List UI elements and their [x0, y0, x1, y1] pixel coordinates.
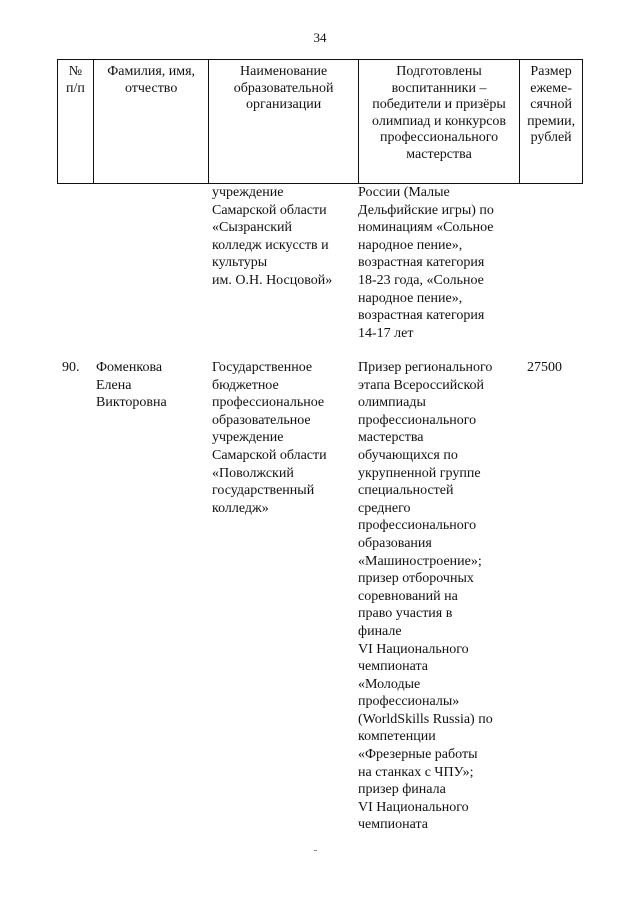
header-bonus-line: премии,	[527, 113, 576, 129]
org-line: бюджетное	[212, 377, 279, 393]
prepared-line: VI Национального	[358, 641, 469, 657]
header-prepared-line: победители и призёры	[372, 97, 506, 112]
org-line: им. О.Н. Носцовой»	[212, 272, 333, 288]
org-line: культуры	[212, 255, 268, 271]
page-number: 34	[313, 30, 327, 45]
header-prepared-line: мастерства	[406, 146, 472, 162]
org-line: учреждение	[212, 430, 284, 446]
prepared-line: народное пение»,	[358, 290, 463, 306]
org-line: колледж искусств и	[212, 237, 329, 253]
prepared-line: 18-23 года, «Сольное	[358, 272, 484, 288]
header-organization	[209, 60, 358, 183]
prepared-line: России (Малые	[358, 185, 450, 200]
prepared-line: возрастная категория	[358, 255, 485, 271]
header-bonus-size	[520, 60, 582, 183]
prepared-line: 14-17 лет	[358, 325, 414, 341]
org-line: «Сызранский	[212, 220, 292, 236]
prepared-line: чемпионата	[358, 659, 428, 675]
prepared-line: обучающихся по	[358, 447, 458, 463]
continuation-organization	[212, 184, 332, 290]
header-organization-line: образовательной	[233, 80, 334, 96]
row-bonus-amount: 27500	[527, 360, 562, 375]
prepared-line: Призер регионального	[358, 360, 493, 375]
header-full-name-line: Фамилия, имя,	[107, 64, 196, 79]
org-line: образовательное	[212, 412, 311, 428]
org-line: колледж»	[212, 500, 269, 516]
header-number	[58, 60, 94, 183]
prepared-line: Дельфийские игры) по	[358, 202, 494, 218]
prepared-line: профессионалы»	[358, 694, 460, 710]
header-bonus-line: сячной	[530, 97, 572, 112]
prepared-line: укрупненной группе	[358, 465, 481, 481]
header-bonus-line: ежеме-	[530, 80, 572, 96]
org-line: Государственное	[212, 360, 313, 375]
prepared-line: мастерства	[358, 430, 424, 446]
org-line: профессиональное	[212, 395, 325, 411]
org-line: Самарской области	[212, 447, 327, 463]
prepared-line: этапа Всероссийской	[358, 377, 485, 393]
prepared-line: номинациям «Сольное	[358, 220, 494, 236]
row-number: 90.	[62, 360, 80, 375]
header-number-line: п/п	[65, 80, 85, 96]
scan-speck	[314, 850, 317, 851]
name-line: Викторовна	[96, 395, 167, 411]
prepared-line: профессионального	[358, 412, 477, 428]
row-full-name	[96, 359, 167, 412]
header-bonus-line: рублей	[530, 130, 572, 145]
prepared-line: «Молодые	[358, 676, 421, 692]
org-line: учреждение	[212, 185, 284, 200]
prepared-line: образования	[358, 535, 432, 551]
continuation-prepared-students	[358, 184, 494, 342]
name-line: Фоменкова	[96, 360, 163, 375]
prepared-line: соревнований на	[358, 588, 458, 604]
header-prepared-students	[359, 60, 520, 183]
header-organization-line: Наименование	[240, 64, 328, 79]
row-prepared-students	[358, 359, 493, 834]
header-full-name-line: отчество	[124, 80, 178, 96]
prepared-line: «Машиностроение»;	[358, 553, 482, 569]
prepared-line: (WorldSkills Russia) по	[358, 711, 493, 727]
prepared-line: «Фрезерные работы	[358, 747, 478, 763]
prepared-line: возрастная категория	[358, 308, 485, 324]
prepared-line: VI Национального	[358, 799, 469, 815]
header-organization-line: организации	[246, 97, 322, 112]
prepared-line: среднего	[358, 500, 411, 516]
row-organization	[212, 359, 327, 517]
prepared-line: на станках с ЧПУ»;	[358, 764, 474, 780]
header-prepared-line: профессионального	[379, 130, 499, 145]
org-line: «Поволжский	[212, 465, 294, 481]
header-bonus-line: Размер	[530, 64, 572, 79]
prepared-line: специальностей	[358, 483, 454, 499]
header-prepared-line: олимпиад и конкурсов	[372, 113, 507, 129]
header-prepared-line: воспитанники –	[391, 80, 487, 96]
prepared-line: право участия в	[358, 606, 453, 622]
name-line: Елена	[96, 377, 132, 393]
header-number-line: №	[68, 64, 83, 79]
header-prepared-line: Подготовлены	[396, 64, 482, 79]
header-full-name	[94, 60, 210, 183]
prepared-line: народное пение»,	[358, 237, 463, 253]
prepared-line: призер финала	[358, 782, 446, 798]
prepared-line: профессионального	[358, 518, 477, 534]
prepared-line: финале	[358, 623, 402, 639]
prepared-line: призер отборочных	[358, 571, 474, 587]
prepared-line: компетенции	[358, 729, 436, 745]
prepared-line: олимпиады	[358, 395, 426, 411]
table-header	[57, 59, 583, 184]
prepared-line: чемпионата	[358, 817, 428, 833]
org-line: государственный	[212, 483, 315, 499]
org-line: Самарской области	[212, 202, 327, 218]
